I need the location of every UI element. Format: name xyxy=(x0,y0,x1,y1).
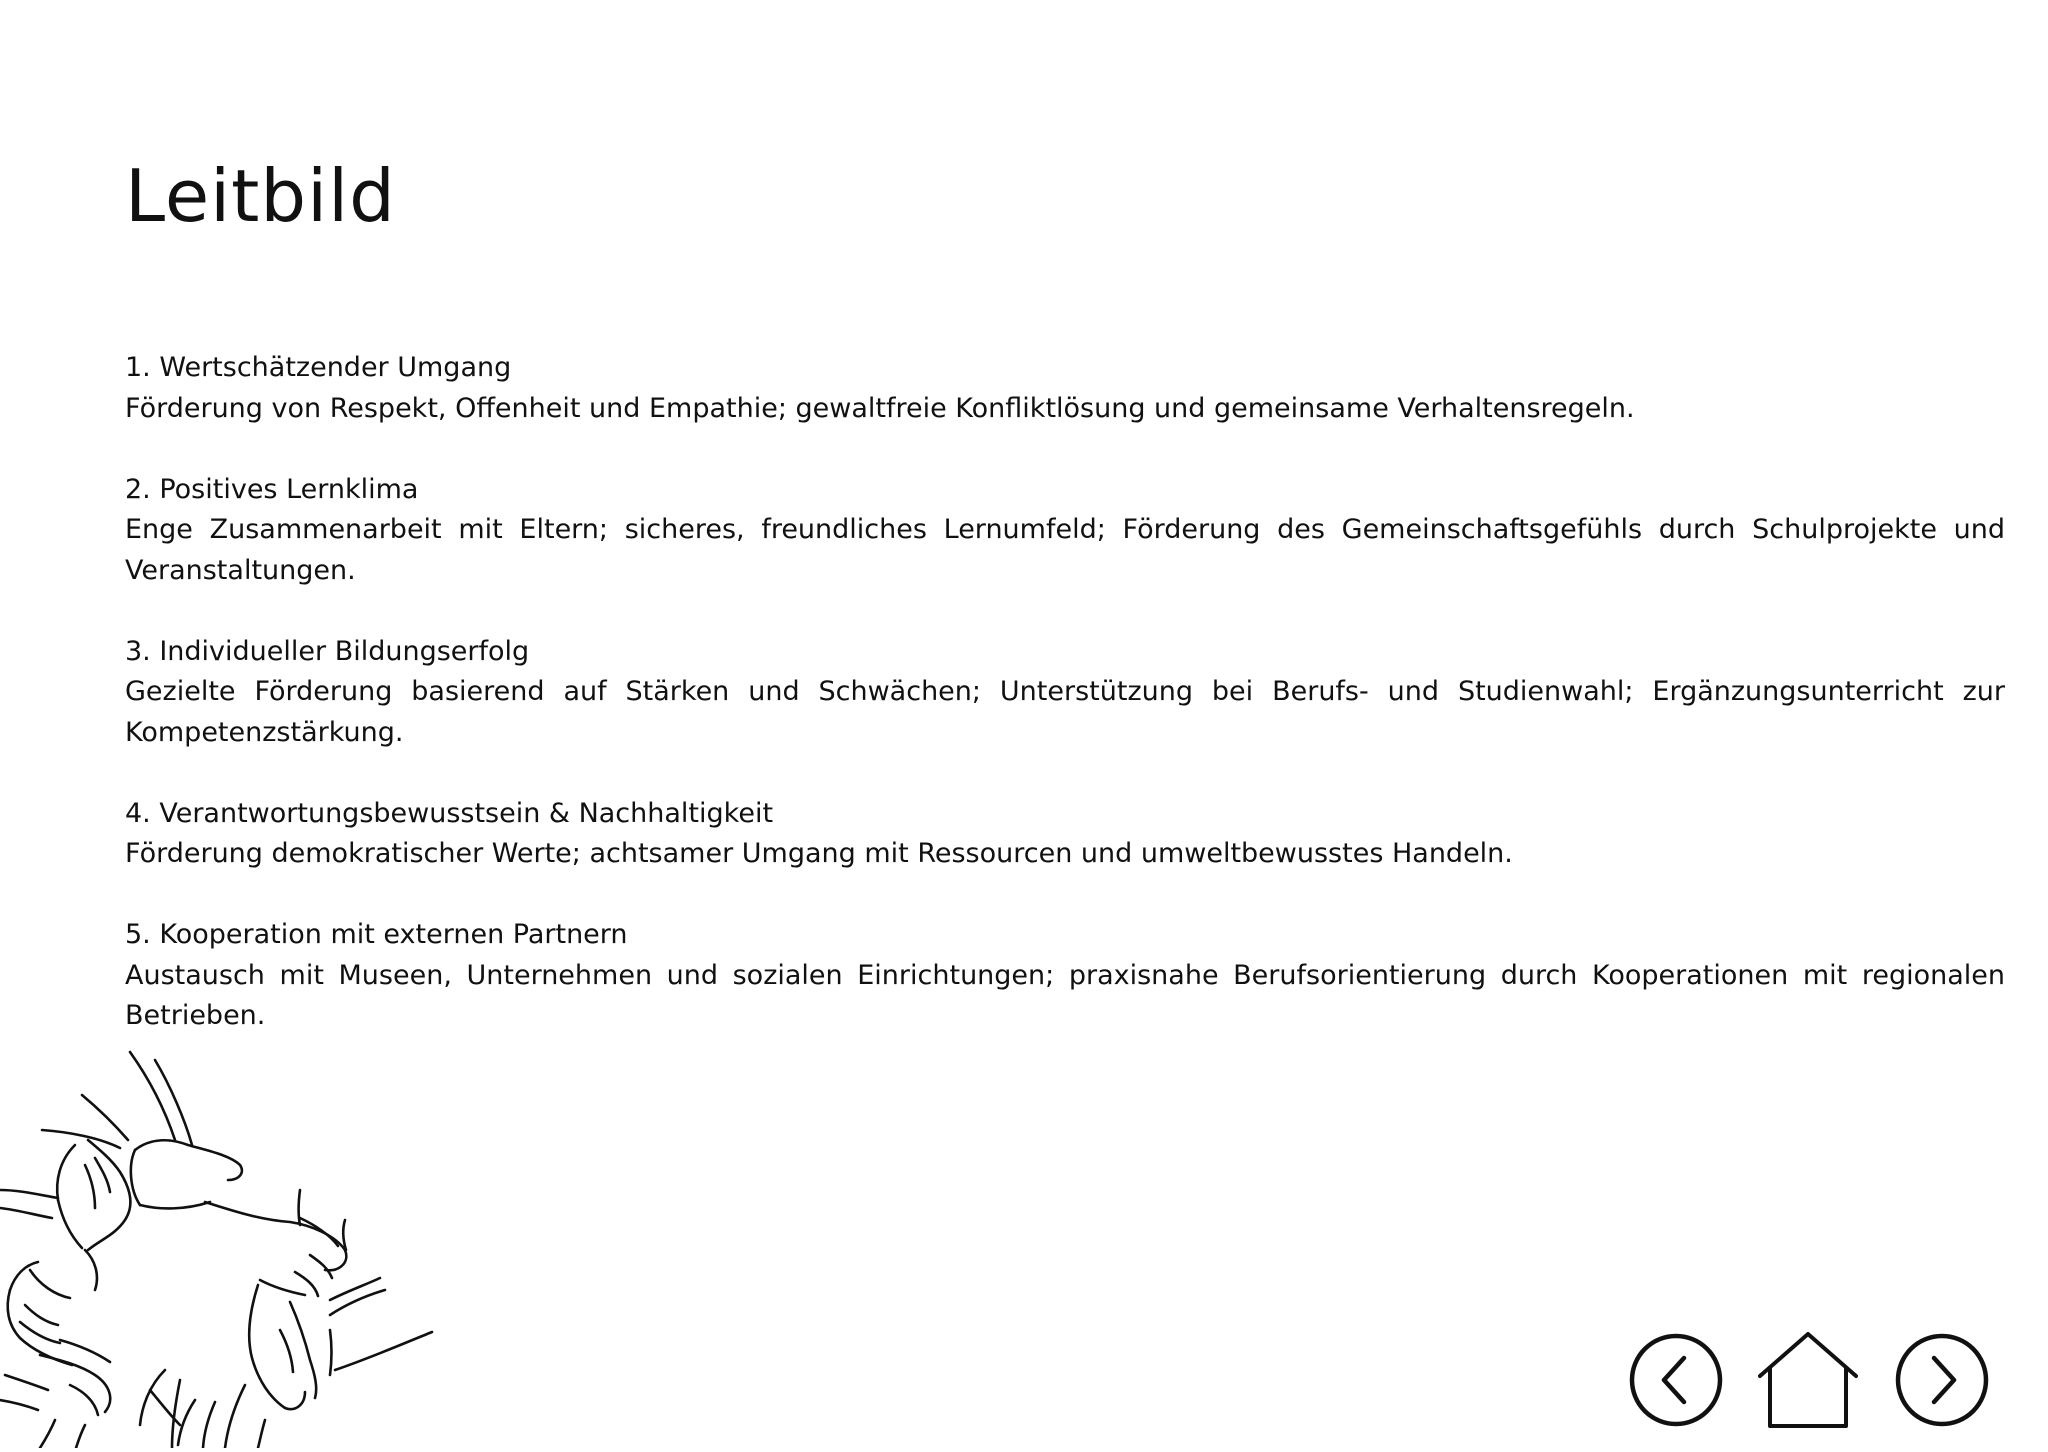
section-heading: 2. Positives Lernklima xyxy=(125,473,419,505)
section-3 xyxy=(125,632,2005,754)
section-2 xyxy=(125,470,2005,592)
leitbild-content xyxy=(125,348,2005,1077)
section-body: Förderung von Respekt, Offenheit und Empathie; gewaltfreie Konfliktlösung und gemeinsame Verhaltensregeln. xyxy=(125,392,1635,424)
section-body: Enge Zusammenarbeit mit Eltern; sicheres, freundliches Lernumfeld; Förderung des Gemeinschaftsgefühls durch Schulprojekte und Veranstaltungen. xyxy=(125,514,2005,586)
section-1 xyxy=(125,348,2005,429)
section-body: Förderung demokratischer Werte; achtsamer Umgang mit Ressourcen und umweltbewusstes Handeln. xyxy=(125,838,1513,869)
section-4 xyxy=(125,794,2005,875)
page-title: Leitbild xyxy=(125,154,396,238)
section-body: Austausch mit Museen, Unternehmen und sozialen Einrichtungen; praxisnahe Berufsorientierung durch Kooperationen mit regionalen Betrieben. xyxy=(125,959,2005,1031)
chevron-left-circle-icon xyxy=(1632,1336,1720,1424)
section-5 xyxy=(125,915,2005,1037)
home-button[interactable] xyxy=(1756,1330,1860,1430)
chevron-right-circle-icon xyxy=(1898,1336,1986,1424)
next-page-button[interactable] xyxy=(1894,1330,1990,1430)
section-heading: 5. Kooperation mit externen Partnern xyxy=(125,919,628,950)
section-heading: 1. Wertschätzender Umgang xyxy=(125,352,512,383)
section-body: Gezielte Förderung basierend auf Stärken und Schwächen; Unterstützung bei Berufs- und Studienwahl; Ergänzungsunterricht zur Kompetenzstärkung. xyxy=(125,676,2005,748)
section-heading: 3. Individueller Bildungserfolg xyxy=(125,635,530,667)
home-icon xyxy=(1760,1334,1856,1426)
previous-page-button[interactable] xyxy=(1628,1330,1724,1430)
section-heading: 4. Verantwortungsbewusstsein & Nachhaltigkeit xyxy=(125,797,774,829)
joined-hands-icon xyxy=(0,1040,440,1448)
